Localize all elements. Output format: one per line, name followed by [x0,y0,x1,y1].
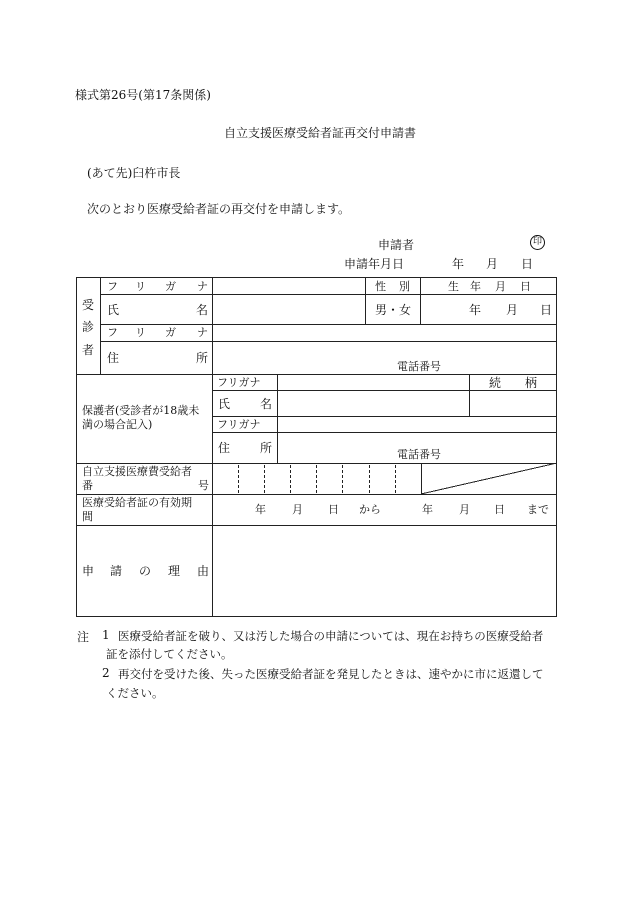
patient-furigana-char-1: フ [107,280,118,293]
guardian-furigana-label: フリガナ [217,376,261,389]
patient-phone-label: 電話番号 [397,360,441,373]
patient-group-char-2: 診 [82,320,95,334]
birth-label-char-3: 月 [495,280,506,293]
birth-month: 月 [506,303,519,317]
note-1-number: 1 [102,628,110,642]
cert-number-label-line1: 自立支援医療費受給者 [82,465,192,478]
reason-label-char-1: 申 [82,564,95,578]
validity-from: から [359,503,381,516]
patient-address-furigana-char-4: ナ [197,326,208,339]
guardian-name-char-2: 名 [260,397,273,411]
validity-to-month: 月 [459,503,470,516]
patient-address-furigana-char-3: ガ [165,326,176,339]
note-2-number: 2 [102,666,110,680]
application-date-label: 申請年月日 [344,257,405,271]
guardian-address-furigana-label: フリガナ [217,418,261,431]
application-year: 年 [452,257,465,271]
reason-label-char-5: 由 [197,564,210,578]
reason-label-char-2: 請 [110,564,123,578]
patient-address-char-1: 住 [107,351,120,365]
gender-label-char-1: 性 [375,280,386,293]
patient-address-furigana-char-2: リ [135,326,146,339]
cert-number-label-line2a: 番 [82,479,93,492]
validity-from-day: 日 [328,503,339,516]
patient-furigana-char-3: ガ [165,280,176,293]
applicant-label: 申請者 [378,238,415,252]
birth-label-char-2: 年 [470,280,481,293]
patient-group-char-3: 者 [82,343,95,357]
validity-until: まで [527,503,549,516]
birth-day: 日 [540,303,553,317]
form-number: 様式第26号(第17条関係) [75,88,211,102]
reason-label-char-4: 理 [168,564,181,578]
note-1-line2: 証を添付してください。 [106,647,233,661]
cert-number-label-line2b: 号 [198,479,209,492]
gender-value: 男・女 [375,303,412,317]
notes-prefix: 注 [77,630,90,644]
guardian-address-char-1: 住 [218,441,231,455]
birth-label-char-4: 日 [520,280,531,293]
gender-label-char-2: 別 [399,280,410,293]
reason-label-char-3: の [139,564,152,578]
guardian-phone-label: 電話番号 [397,448,441,461]
guardian-relation-char-2: 柄 [525,376,538,390]
patient-address-char-2: 所 [196,351,209,365]
validity-to-day: 日 [494,503,505,516]
application-day: 日 [521,257,534,271]
intro-text: 次のとおり医療受給者証の再交付を申請します。 [87,202,351,216]
guardian-label-line2: 満の場合記入) [82,418,153,431]
guardian-label-line1: 保護者(受診者が18歳未 [82,404,200,417]
addressee: (あて先)臼杵市長 [87,166,181,180]
patient-furigana-char-2: リ [135,280,146,293]
validity-label-line2: 間 [82,510,93,523]
validity-from-month: 月 [292,503,303,516]
note-1-line1: 医療受給者証を破り、又は汚した場合の申請については、現在お持ちの医療受給者 [118,629,544,643]
validity-label-line1: 医療受給者証の有効期 [82,496,192,509]
patient-name-char-1: 氏 [107,303,120,317]
patient-group-char-1: 受 [82,298,95,312]
note-2-line1: 再交付を受けた後、失った医療受給者証を発見したときは、速やかに市に返還して [118,667,544,681]
guardian-address-char-2: 所 [260,441,273,455]
page-title: 自立支援医療受給者証再交付申請書 [224,126,417,140]
note-2-line2: ください。 [106,686,164,700]
guardian-relation-char-1: 続 [489,376,502,390]
birth-label-char-1: 生 [448,280,459,293]
validity-to-year: 年 [422,503,433,516]
patient-furigana-char-4: ナ [197,280,208,293]
application-month: 月 [486,257,499,271]
birth-year: 年 [469,303,482,317]
validity-from-year: 年 [255,503,266,516]
patient-name-char-2: 名 [196,303,209,317]
seal-char: 印 [532,237,542,247]
guardian-name-char-1: 氏 [218,397,231,411]
patient-address-furigana-char-1: フ [107,326,118,339]
